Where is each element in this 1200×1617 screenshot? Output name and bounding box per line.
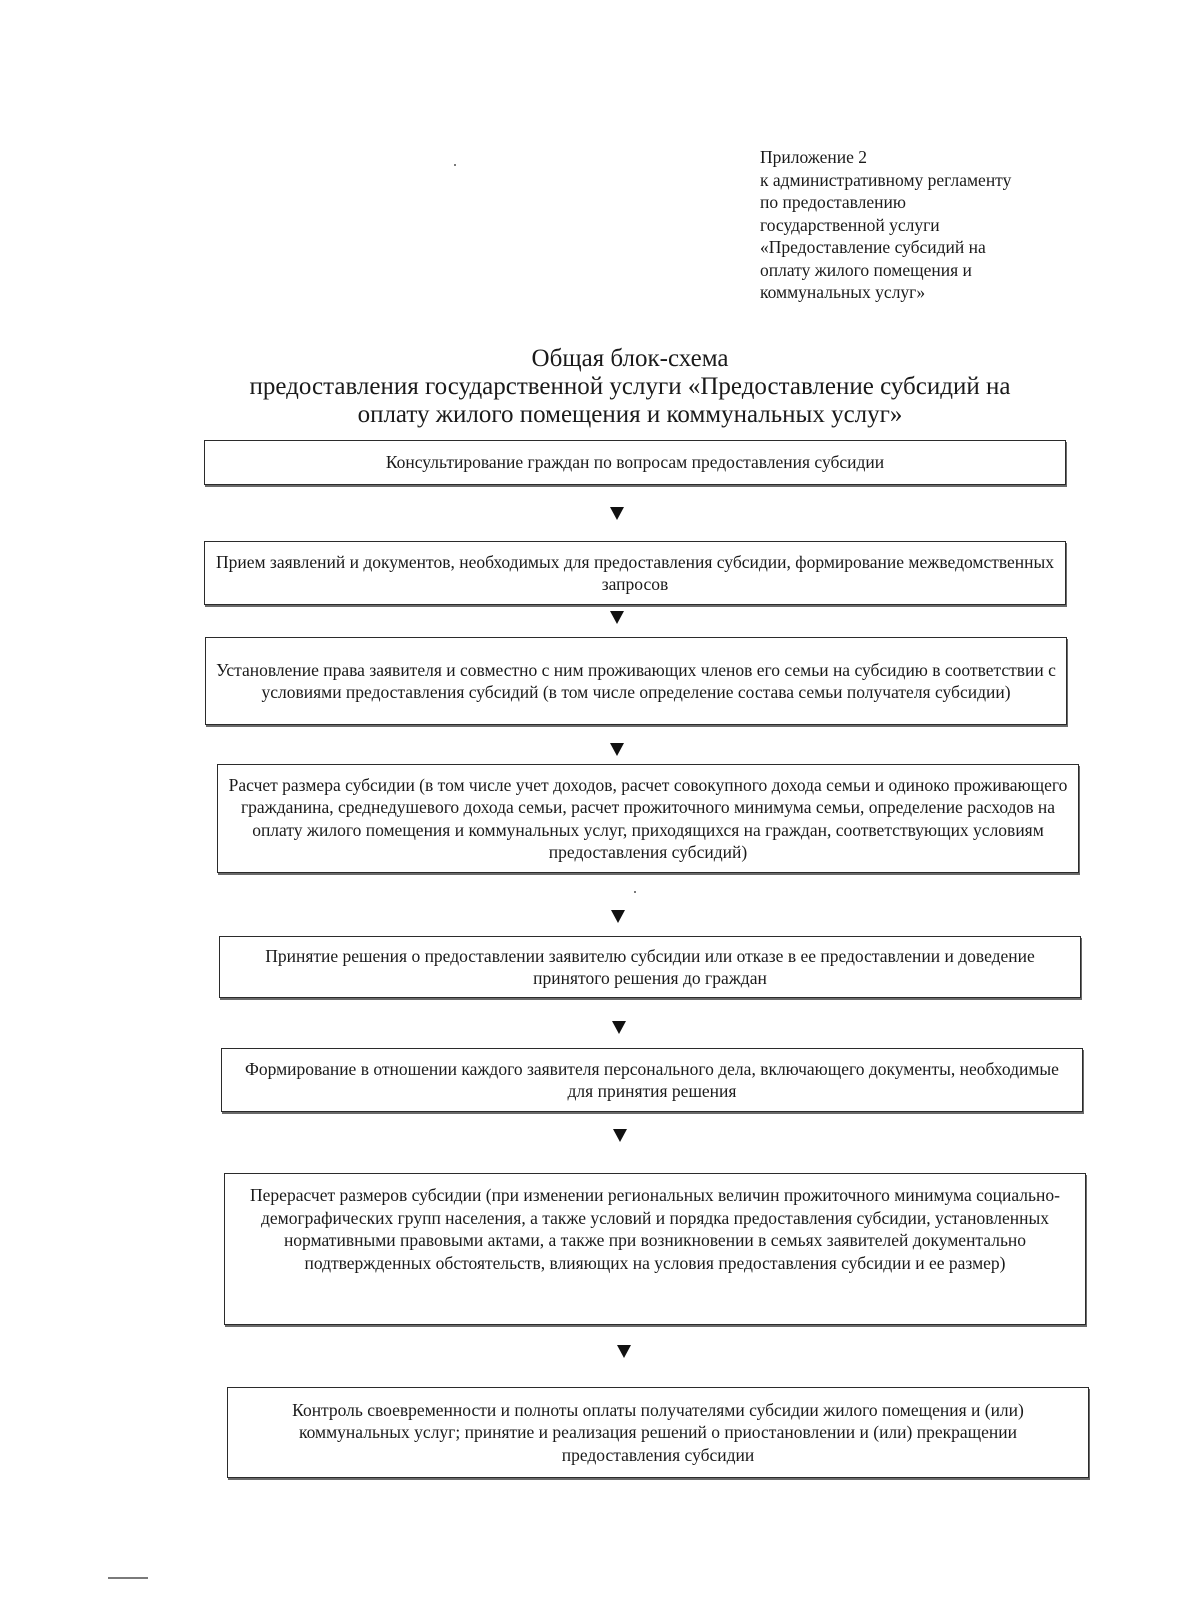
appendix-line: к административному регламенту	[760, 169, 1012, 190]
flow-arrow-icon	[613, 1129, 627, 1142]
flow-arrow-icon	[612, 1021, 626, 1034]
scan-speck	[634, 891, 636, 893]
flow-step-calculation: Расчет размера субсидии (в том числе учет доходов, расчет совокупного дохода семьи и одиноко проживающего гражданина, среднедушевого дохода семьи, расчет прожиточного минимума семьи, определение расходов на оплату жилого помещения и коммунальных услуг, приходящихся на граждан, соответствующих условиям предоставления субсидий)	[217, 764, 1079, 873]
flow-arrow-icon	[610, 743, 624, 756]
flow-arrow-icon	[617, 1345, 631, 1358]
appendix-line: «Предоставление субсидий на	[760, 237, 986, 257]
appendix-line: государственной услуги	[760, 214, 940, 235]
appendix-header	[760, 146, 1080, 304]
flow-step-control: Контроль своевременности и полноты оплаты получателями субсидии жилого помещения и (или) коммунальных услуг; принятие и реализация решений о приостановлении и (или) прекращении предоставления субсидии	[227, 1387, 1089, 1478]
flow-step-decision: Принятие решения о предоставлении заявителю субсидии или отказе в ее предоставлении и доведение принятого решения до граждан	[219, 936, 1081, 998]
title-line: оплату жилого помещения и коммунальных услуг»	[357, 401, 903, 428]
flow-step-recalculation: Перерасчет размеров субсидии (при изменении региональных величин прожиточного минимума социально-демографических групп населения, а также условий и порядка предоставления субсидии, установленных нормативными правовыми актами, а также при возникновении в семьях заявителей документально подтвержденных обстоятельств, влияющих на условия предоставления субсидии и ее размер)	[224, 1173, 1086, 1325]
scan-speck	[454, 164, 456, 166]
appendix-line: коммунальных услуг»	[760, 282, 926, 302]
title-line: предоставления государственной услуги «Предоставление субсидий на	[249, 373, 1011, 400]
flow-step-applications: Прием заявлений и документов, необходимых для предоставления субсидии, формирование межведомственных запросов	[204, 541, 1066, 605]
flow-step-consulting: Консультирование граждан по вопросам предоставления субсидии	[204, 440, 1066, 485]
appendix-line: по предоставлению	[760, 192, 906, 212]
appendix-line: Приложение 2	[760, 147, 868, 167]
diagram-title	[200, 345, 1060, 429]
flow-step-personal-file: Формирование в отношении каждого заявителя персонального дела, включающего документы, необходимые для принятия решения	[221, 1048, 1083, 1112]
flow-arrow-icon	[610, 507, 624, 520]
scan-speck	[108, 1577, 148, 1579]
appendix-line: оплату жилого помещения и	[760, 259, 972, 280]
flow-step-eligibility: Установление права заявителя и совместно с ним проживающих членов его семьи на субсидию в соответствии с условиями предоставления субсидий (в том числе определение состава семьи получателя субсидии)	[205, 637, 1067, 725]
flow-arrow-icon	[611, 910, 625, 923]
flow-arrow-icon	[610, 611, 624, 624]
title-line: Общая блок-схема	[531, 345, 729, 372]
